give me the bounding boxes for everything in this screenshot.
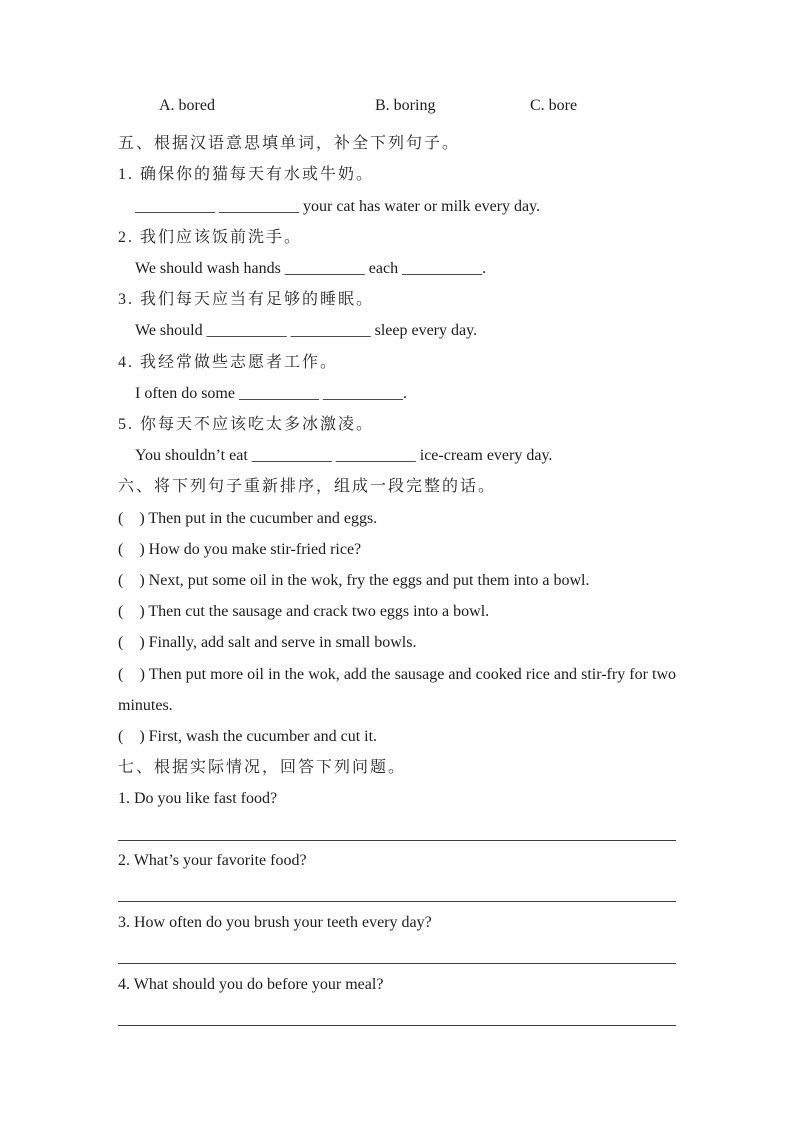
answer-blank-line <box>118 876 676 902</box>
ordering-item-4: ( ) Then cut the sausage and crack two eggs into a bowl. <box>118 603 490 621</box>
section5-item-2-en: We should wash hands __________ each __________. <box>135 260 487 277</box>
ordering-item-2: ( ) How do you make stir-fried rice? <box>118 540 362 558</box>
section7-heading: 七、根据实际情况，回答下列问题。 <box>118 759 407 777</box>
ordering-item-7: ( ) First, wash the cucumber and cut it. <box>118 728 378 746</box>
section5-item-1-en: __________ __________ your cat has water or milk every day. <box>135 197 541 215</box>
section7-question-2: 2. What’s your favorite food? <box>118 852 307 870</box>
section5-item-5-en: You shouldn’t eat __________ __________ ice-cream every day. <box>135 447 553 465</box>
answer-blank-line <box>118 1000 676 1026</box>
section5-item-4-cn: 4. 我经常做些志愿者工作。 <box>118 353 339 371</box>
section5-item-3-en: We should __________ __________ sleep every day. <box>135 322 478 340</box>
section5-item-5-cn: 5. 你每天不应该吃太多冰激凌。 <box>118 416 375 434</box>
section5-heading: 五、根据汉语意思填单词，补全下列句子。 <box>118 135 461 153</box>
section5-item-3-cn: 3. 我们每天应当有足够的睡眠。 <box>118 291 375 309</box>
ordering-item-1: ( ) Then put in the cucumber and eggs. <box>118 509 378 527</box>
answer-blank-line <box>118 938 676 964</box>
section5-item-1-cn: 1. 确保你的猫每天有水或牛奶。 <box>118 166 375 184</box>
section7-question-1: 1. Do you like fast food? <box>118 790 278 808</box>
option-a: A. bored <box>159 97 215 114</box>
section6-heading: 六、将下列句子重新排序，组成一段完整的话。 <box>118 478 497 496</box>
option-b: B. boring <box>375 97 436 114</box>
option-c: C. bore <box>530 97 578 114</box>
section7-question-3: 3. How often do you brush your teeth every day? <box>118 913 432 931</box>
ordering-item-3: ( ) Next, put some oil in the wok, fry the eggs and put them into a bowl. <box>118 572 590 590</box>
section5-item-4-en: I often do some __________ __________. <box>135 384 407 402</box>
ordering-item-5: ( ) Finally, add salt and serve in small bowls. <box>118 634 417 652</box>
section7-question-4: 4. What should you do before your meal? <box>118 975 384 993</box>
answer-blank-line <box>118 815 676 841</box>
ordering-item-6: ( ) Then put more oil in the wok, add the sausage and cooked rice and stir-fry for two minutes. <box>118 665 676 714</box>
section5-item-2-cn: 2. 我们应该饭前洗手。 <box>118 228 303 246</box>
answer-options-row <box>118 97 676 128</box>
